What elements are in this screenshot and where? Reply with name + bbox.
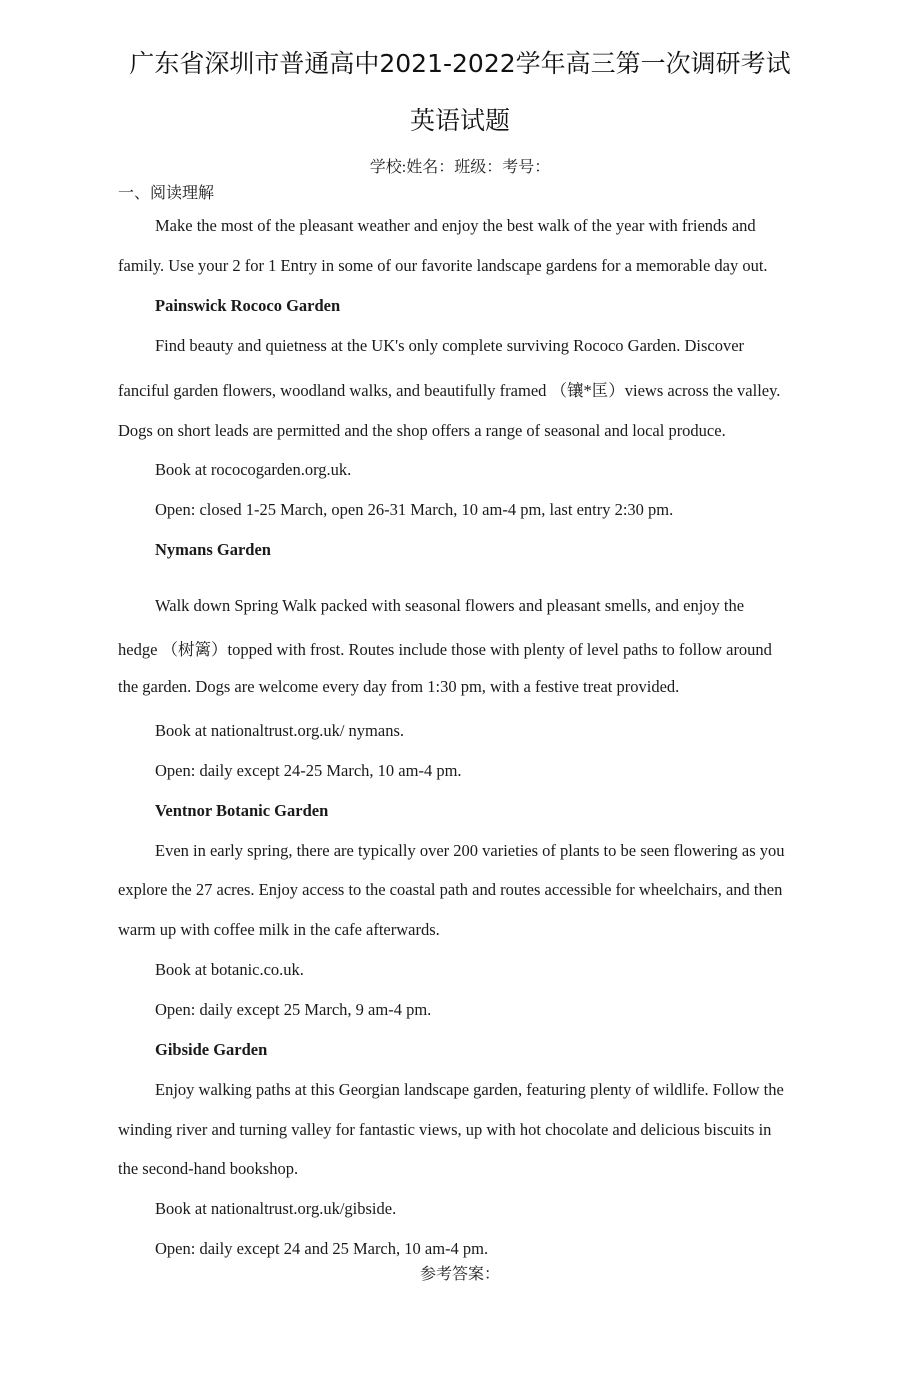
garden-desc-line: the second-hand bookshop. [118,1159,299,1178]
garden-booking: Book at rococogarden.org.uk. [155,460,352,479]
garden-booking: Book at botanic.co.uk. [155,960,304,979]
garden-name: Ventnor Botanic Garden [155,801,329,820]
garden-desc-line: Walk down Spring Walk packed with seasonal flowers and pleasant smells, and enjoy the [155,596,745,615]
garden-desc-line: Even in early spring, there are typically over 200 varieties of plants to be seen flowering as you [155,841,785,860]
garden-booking: Book at nationaltrust.org.uk/gibside. [155,1199,397,1218]
garden-desc-line: fanciful garden flowers, woodland walks, and beautifully framed （镶*匡）views across the valley. [118,381,781,400]
page-title: 广东省深圳市普通高中2021-2022学年高三第一次调研考试 [129,49,791,78]
garden-opening-hours: Open: daily except 24 and 25 March, 10 am-4 pm. [155,1239,489,1258]
section-heading: 一、阅读理解 [118,185,215,202]
garden-booking: Book at nationaltrust.org.uk/ nymans. [155,721,405,740]
garden-desc-line: Enjoy walking paths at this Georgian landscape garden, featuring plenty of wildlife. Follow the [155,1080,784,1099]
intro-line: Make the most of the pleasant weather and enjoy the best walk of the year with friends and [155,216,756,235]
garden-desc-line: the garden. Dogs are welcome every day from 1:30 pm, with a festive treat provided. [118,677,680,696]
student-info-line: 学校:姓名：班级：考号： [369,159,551,176]
garden-opening-hours: Open: daily except 24-25 March, 10 am-4 pm. [155,761,462,780]
garden-name: Gibside Garden [155,1040,268,1059]
page-subtitle: 英语试题 [409,106,510,135]
garden-desc-line: Find beauty and quietness at the UK's only complete surviving Rococo Garden. Discover [155,336,745,355]
garden-opening-hours: Open: daily except 25 March, 9 am-4 pm. [155,1000,432,1019]
intro-line: family. Use your 2 for 1 Entry in some of our favorite landscape gardens for a memorable day out. [118,256,768,275]
garden-desc-line: hedge （树篱）topped with frost. Routes include those with plenty of level paths to follow around [118,640,772,659]
garden-name: Painswick Rococo Garden [155,296,341,315]
garden-desc-line: warm up with coffee milk in the cafe afterwards. [118,920,440,939]
garden-name: Nymans Garden [155,540,271,559]
garden-desc-line: explore the 27 acres. Enjoy access to the coastal path and routes accessible for wheelchairs, and then [118,880,783,899]
garden-desc-line: winding river and turning valley for fantastic views, up with hot chocolate and delicious biscuits in [118,1120,772,1139]
answer-label: 参考答案： [419,1266,500,1283]
garden-opening-hours: Open: closed 1-25 March, open 26-31 March, 10 am-4 pm, last entry 2:30 pm. [155,500,674,519]
garden-desc-line: Dogs on short leads are permitted and the shop offers a range of seasonal and local produce. [118,421,726,440]
